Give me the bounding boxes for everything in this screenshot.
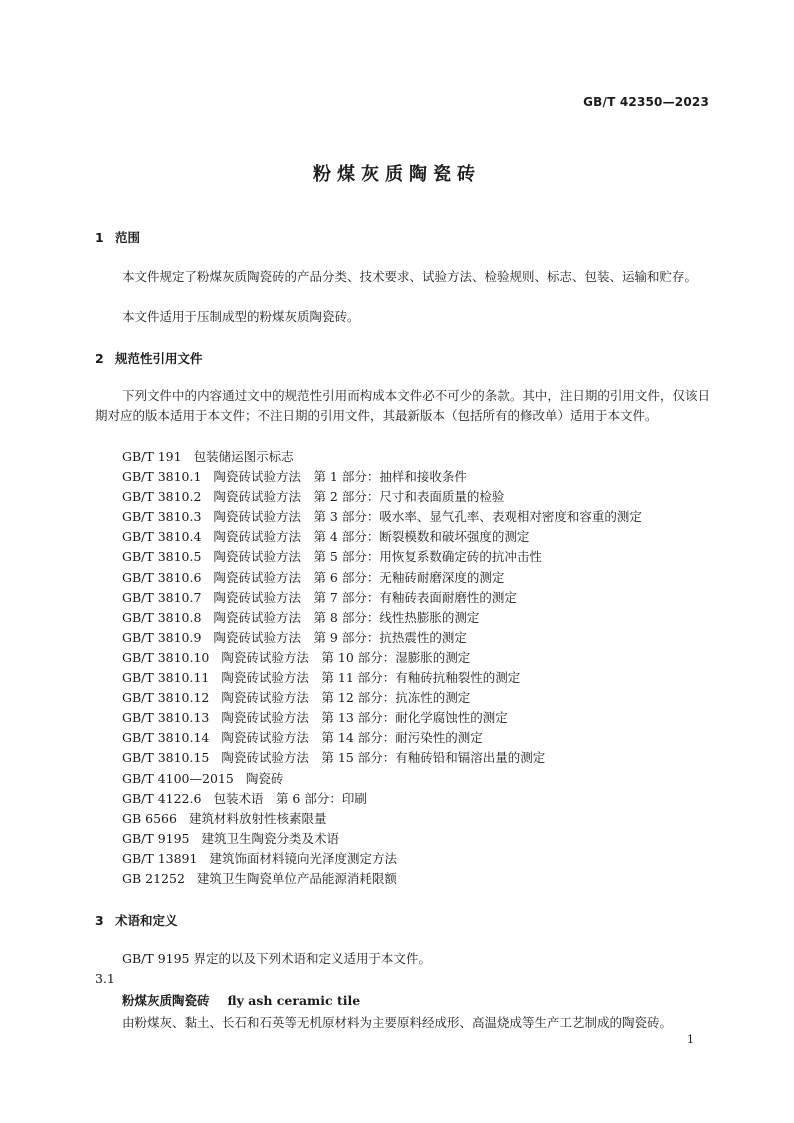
reference-item bbox=[122, 869, 642, 889]
reference-title: 包装术语 第 6 部分：印刷 bbox=[213, 790, 367, 806]
reference-title: 陶瓷砖试验方法 第 8 部分：线性热膨胀的测定 bbox=[213, 609, 480, 625]
section-number: 3 bbox=[95, 913, 104, 928]
reference-code: GB/T 9195 bbox=[122, 830, 190, 846]
reference-title: 建筑卫生陶瓷分类及术语 bbox=[201, 830, 340, 846]
reference-item bbox=[122, 628, 642, 648]
terms-intro: GB/T 9195 界定的以及下列术语和定义适用于本文件。 bbox=[122, 951, 431, 966]
reference-code: GB/T 3810.7 bbox=[122, 589, 202, 605]
reference-code: GB/T 3810.10 bbox=[122, 649, 210, 665]
reference-title: 陶瓷砖试验方法 第 12 部分：抗冻性的测定 bbox=[221, 690, 471, 706]
reference-code: GB/T 3810.8 bbox=[122, 609, 202, 625]
term-definition: 由粉煤灰、黏土、长石和石英等无机原材料为主要原料经成形、高温烧成等生产工艺制成的陶瓷砖。 bbox=[122, 1015, 673, 1030]
term-name-en: fly ash ceramic tile bbox=[227, 993, 361, 1008]
reference-code: GB/T 4122.6 bbox=[122, 790, 202, 806]
reference-item bbox=[122, 568, 642, 588]
reference-title: 陶瓷砖试验方法 第 11 部分：有釉砖抗釉裂性的测定 bbox=[221, 670, 521, 686]
reference-title: 陶瓷砖试验方法 第 1 部分：抽样和接收条件 bbox=[213, 469, 467, 485]
term-name bbox=[122, 991, 360, 1009]
reference-title: 陶瓷砖试验方法 第 6 部分：无釉砖耐磨深度的测定 bbox=[213, 569, 505, 585]
document-title: 粉煤灰质陶瓷砖 bbox=[313, 164, 481, 185]
reference-code: GB/T 3810.5 bbox=[122, 549, 202, 565]
reference-item bbox=[122, 547, 642, 567]
reference-item bbox=[122, 507, 642, 527]
reference-code: GB/T 3810.1 bbox=[122, 469, 202, 485]
reference-item bbox=[122, 769, 642, 789]
reference-title: 陶瓷砖试验方法 第 15 部分：有釉砖铅和镉溶出量的测定 bbox=[221, 750, 546, 766]
reference-item bbox=[122, 608, 642, 628]
reference-title: 陶瓷砖试验方法 第 9 部分：抗热震性的测定 bbox=[213, 629, 467, 645]
reference-code: GB/T 3810.6 bbox=[122, 569, 202, 585]
reference-title: 陶瓷砖 bbox=[245, 770, 284, 786]
reference-title: 建筑材料放射性核素限量 bbox=[188, 810, 327, 826]
section-number: 1 bbox=[95, 230, 104, 245]
reference-code: GB/T 4100—2015 bbox=[122, 770, 234, 786]
reference-code: GB/T 3810.9 bbox=[122, 629, 202, 645]
section-title: 术语和定义 bbox=[115, 913, 178, 928]
reference-item bbox=[122, 708, 642, 728]
reference-item bbox=[122, 467, 642, 487]
scope-paragraph-2: 本文件适用于压制成型的粉煤灰质陶瓷砖。 bbox=[122, 309, 360, 324]
section-heading-normative bbox=[95, 349, 203, 367]
reference-code: GB/T 13891 bbox=[122, 850, 198, 866]
reference-item bbox=[122, 688, 642, 708]
reference-item bbox=[122, 809, 642, 829]
reference-code: GB/T 3810.2 bbox=[122, 489, 202, 505]
reference-code: GB/T 3810.11 bbox=[122, 670, 210, 686]
reference-title: 陶瓷砖试验方法 第 3 部分：吸水率、显气孔率、表观相对密度和容重的测定 bbox=[213, 509, 642, 525]
reference-title: 陶瓷砖试验方法 第 5 部分：用恢复系数确定砖的抗冲击性 bbox=[213, 549, 542, 565]
reference-list bbox=[122, 447, 642, 889]
section-number: 2 bbox=[95, 351, 104, 366]
normative-intro: 下列文件中的内容通过文中的规范性引用而构成本文件必不可少的条款。其中，注日期的引用文件，仅该日期对应的版本适用于本文件；不注日期的引用文件，其最新版本（包括所有的修改单）适用于本文件。 bbox=[95, 388, 710, 423]
reference-item bbox=[122, 728, 642, 748]
reference-code: GB 6566 bbox=[122, 810, 177, 826]
reference-code: GB/T 3810.4 bbox=[122, 529, 202, 545]
reference-item bbox=[122, 849, 642, 869]
page-number: 1 bbox=[687, 1033, 694, 1046]
reference-item bbox=[122, 668, 642, 688]
reference-title: 陶瓷砖试验方法 第 4 部分：断裂模数和破坏强度的测定 bbox=[213, 529, 530, 545]
reference-title: 陶瓷砖试验方法 第 10 部分：湿膨胀的测定 bbox=[221, 649, 471, 665]
reference-title: 陶瓷砖试验方法 第 2 部分：尺寸和表面质量的检验 bbox=[213, 489, 505, 505]
reference-item bbox=[122, 487, 642, 507]
section-heading-scope bbox=[95, 228, 140, 246]
reference-title: 陶瓷砖试验方法 第 13 部分：耐化学腐蚀性的测定 bbox=[221, 710, 508, 726]
reference-code: GB/T 3810.13 bbox=[122, 710, 210, 726]
reference-title: 陶瓷砖试验方法 第 7 部分：有釉砖表面耐磨性的测定 bbox=[213, 589, 517, 605]
reference-title: 建筑卫生陶瓷单位产品能源消耗限额 bbox=[196, 870, 397, 886]
reference-code: GB/T 3810.3 bbox=[122, 509, 202, 525]
reference-item bbox=[122, 748, 642, 768]
reference-code: GB/T 3810.15 bbox=[122, 750, 210, 766]
standard-code: GB/T 42350—2023 bbox=[583, 95, 709, 109]
reference-item bbox=[122, 789, 642, 809]
section-heading-terms bbox=[95, 911, 178, 929]
reference-code: GB/T 3810.12 bbox=[122, 690, 210, 706]
reference-code: GB/T 3810.14 bbox=[122, 730, 210, 746]
reference-item bbox=[122, 588, 642, 608]
reference-title: 包装储运图示标志 bbox=[193, 449, 294, 464]
reference-item bbox=[122, 648, 642, 668]
reference-title: 建筑饰面材料镜向光泽度测定方法 bbox=[209, 850, 397, 866]
reference-item bbox=[122, 829, 642, 849]
reference-title: 陶瓷砖试验方法 第 14 部分：耐污染性的测定 bbox=[221, 730, 483, 746]
reference-code: GB 21252 bbox=[122, 870, 185, 886]
term-name-zh: 粉煤灰质陶瓷砖 bbox=[122, 993, 210, 1008]
reference-code: GB/T 191 bbox=[122, 449, 182, 464]
scope-paragraph-1: 本文件规定了粉煤灰质陶瓷砖的产品分类、技术要求、试验方法、检验规则、标志、包装、运输和贮存。 bbox=[122, 269, 698, 284]
section-title: 规范性引用文件 bbox=[115, 351, 203, 366]
term-number: 3.1 bbox=[95, 971, 115, 986]
reference-item bbox=[122, 527, 642, 547]
reference-item bbox=[122, 447, 642, 467]
section-title: 范围 bbox=[115, 230, 141, 245]
